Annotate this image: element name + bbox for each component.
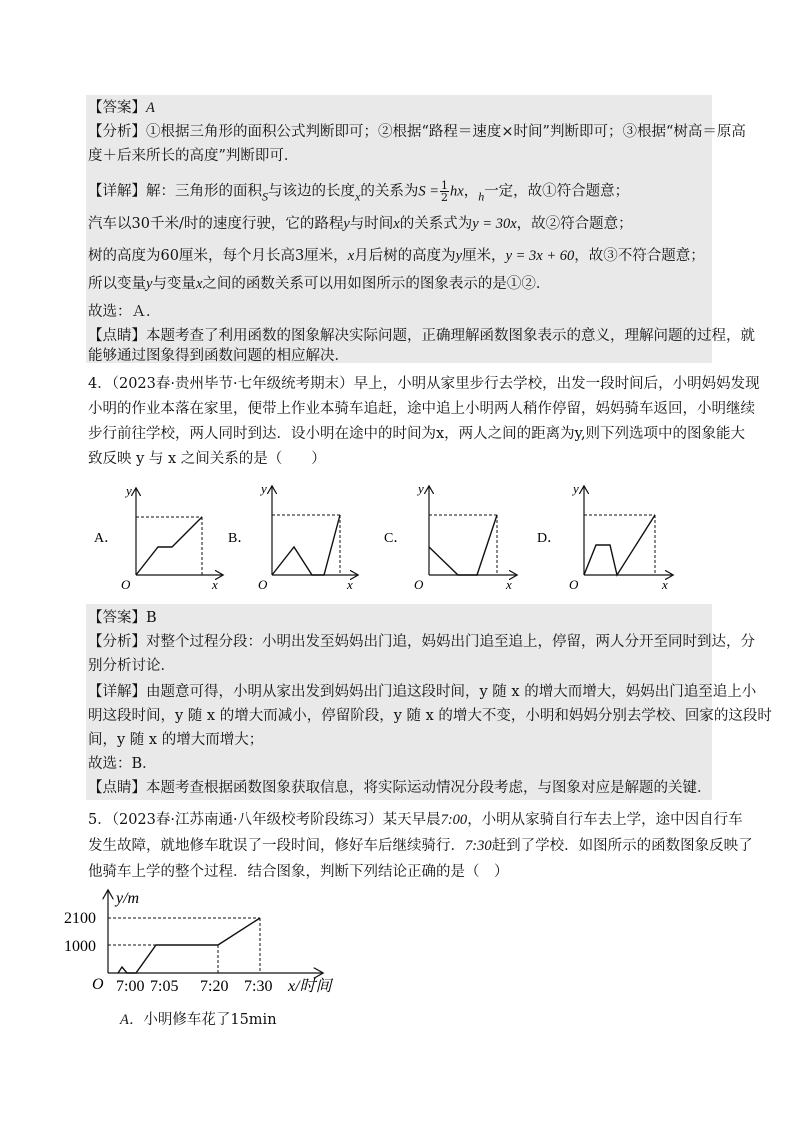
q5-y-tick-1000: 1000: [64, 938, 96, 955]
option-b-curve: [272, 515, 340, 575]
q3-detail-line4: 所以变量y与变量x之间的函数关系可以用如图所示的图象表示的是①②．: [88, 276, 551, 292]
q3-detail-line1: 【详解】解：三角形的面积$_S$与该边的长度$_x$的关系为S = $\frac{1}{2}$ hx，$_h$一定，故①符合题意；: [88, 179, 630, 204]
option-c-label: C．: [384, 531, 408, 546]
option-c-graph[interactable]: [384, 481, 516, 592]
option-c-curve: [429, 515, 497, 575]
option-d-origin: O: [569, 577, 579, 592]
q3-analysis-line1: 【分析】①根据三角形的面积公式判断即可；②根据“路程＝速度×时间”判断即可；③根据“树高＝原高: [88, 124, 746, 140]
q5-y-axis-label: y/m: [116, 890, 140, 907]
q5-x-tick-720: 7:20: [200, 978, 229, 995]
q3-detail-line3: 树的高度为60厘米，每个月长高3厘米，x月后树的高度为y厘米，y = 3x + 60，故③不符合题意；: [88, 248, 705, 264]
q5-x-axis-label: x/时间: [288, 978, 332, 995]
q4-stem-line1: 4．（2023春·贵州毕节·七年级统考期末）早上，小明从家里步行去学校，出发一段时间后，小明妈妈发现: [88, 376, 760, 392]
option-a-y-axis-label: y: [126, 483, 132, 498]
q3-analysis-line2: 度＋后来所长的高度”判断即可．: [88, 148, 299, 164]
q5-option-a[interactable]: A．小明修车花了15min: [120, 1012, 277, 1028]
q5-x-tick-730: 7:30: [244, 978, 273, 995]
option-b-x-axis-label: x: [347, 577, 353, 592]
q4-analysis-line2: 别分析讨论．: [88, 658, 175, 674]
option-a-x-axis-label: x: [212, 577, 218, 592]
q4-detail-line2: 明这段时间，y 随 x 的增大而减小，停留阶段，y 随 x 的增大不变，小明和妈妈分别去学校、回家的这段时: [88, 708, 772, 724]
option-b-y-axis-label: y: [261, 481, 267, 496]
option-d-graph[interactable]: [537, 481, 672, 592]
option-b-label: B．: [228, 531, 252, 546]
option-a-origin: O: [121, 577, 131, 592]
q5-x-tick-700: 7:00: [116, 978, 145, 995]
option-c-y-axis-label: y: [418, 481, 424, 496]
fraction-one-half: $\frac{1}{2}$: [441, 179, 448, 204]
q4-analysis-line1: 【分析】对整个过程分段：小明出发至妈妈出门追，妈妈出门追至追上，停留，两人分开至同时到达，分: [88, 634, 755, 650]
option-d-y-axis-label: y: [573, 481, 579, 496]
option-a-label: A．: [94, 531, 119, 546]
q4-stem-line2: 小明的作业本落在家里，便带上作业本骑车追赶，途中追上小明两人稍作停留，妈妈骑车返回，小明继续: [88, 401, 755, 417]
q4-answer: 【答案】B: [88, 610, 157, 626]
q5-origin: O: [92, 976, 104, 993]
q3-answer: 【答案】A: [88, 100, 155, 116]
q4-stem-line4: 致反映 y 与 x 之间关系的是（ ）: [88, 451, 326, 467]
option-a-curve: [136, 517, 202, 575]
option-c-origin: O: [414, 577, 424, 592]
q3-comment-line2: 能够通过图象得到函数问题的相应解决．: [88, 348, 349, 364]
q4-detail-line3: 间，y 随 x 的增大而增大；: [88, 732, 264, 748]
q5-stem-line1: 5．（2023春·江苏南通·八年级校考阶段练习）某天早晨7:00，小明从家骑自行车去上学，途中因自行车: [88, 812, 743, 828]
q3-choose: 故选：Ａ．: [88, 304, 161, 320]
q5-distance-time-graph: [0, 885, 800, 1005]
q5-stem-line2: 发生故障，就地修车耽误了一段时间，修好车后继续骑行．7:30赶到了学校．如图所示的函数图象反映了: [88, 838, 753, 854]
q3-comment-line1: 【点睛】本题考查了利用函数的图象解决实际问题，正确理解函数图象表示的意义，理解问题的过程，就: [88, 328, 755, 344]
option-d-curve: [584, 515, 655, 575]
option-b-graph[interactable]: [228, 481, 357, 592]
q4-stem-line3: 步行前往学校，两人同时到达．设小明在途中的时间为x，两人之间的距离为y,则下列选项中的图象能大: [88, 426, 746, 442]
q4-option-graphs: [0, 475, 800, 605]
q5-stem-line3: 他骑车上学的整个过程．结合图象，判断下列结论正确的是（ ）: [88, 864, 509, 880]
option-c-x-axis-label: x: [506, 577, 512, 592]
q5-y-tick-2100: 2100: [64, 910, 96, 927]
q5-x-tick-705: 7:05: [150, 978, 179, 995]
q4-choose: 故选：B．: [88, 756, 157, 772]
option-b-origin: O: [258, 577, 268, 592]
q4-detail-line1: 【详解】由题意可得，小明从家出发到妈妈出门追这段时间，y 随 x 的增大而增大，妈妈出门追至追上小: [88, 684, 757, 700]
option-d-x-axis-label: x: [662, 577, 668, 592]
q3-detail-line2: 汽车以30千米/时的速度行驶，它的路程y与时间x的关系式为y = 30x，故②符合题意；: [88, 216, 633, 232]
option-d-label: D．: [537, 531, 562, 546]
option-a-graph[interactable]: [94, 483, 222, 592]
q4-comment-line1: 【点睛】本题考查根据函数图象获取信息，将实际运动情况分段考虑，与图象对应是解题的关键．: [88, 780, 712, 796]
